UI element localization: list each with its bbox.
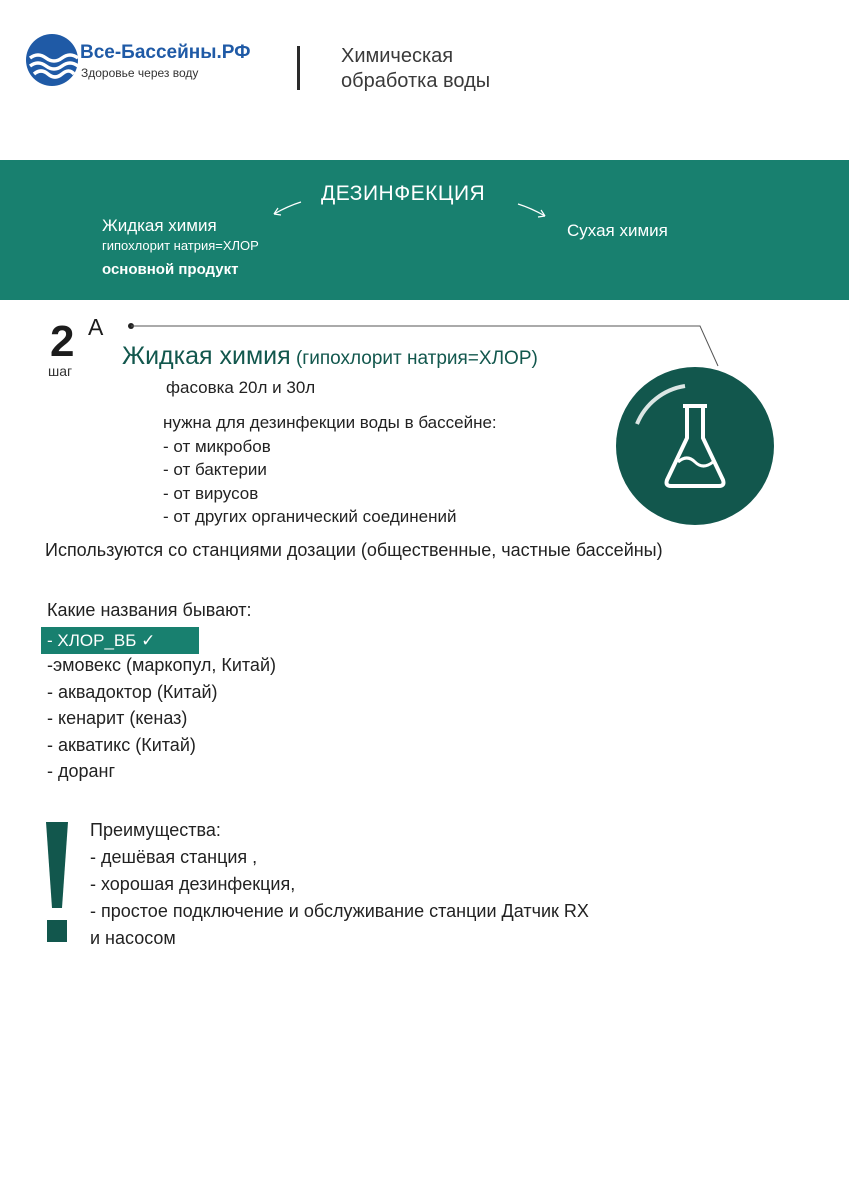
banner-dry-chem: Сухая химия [567,221,668,240]
list-item: - дешёвая станция , [90,847,258,867]
list-item: - аквадоктор (Китай) [47,681,218,702]
list-item: -эмовекс (маркопул, Китай) [47,655,276,675]
list-item: - от других органический соединений [163,507,457,526]
list-item: - кенарит (кеназ) [47,708,188,728]
header-divider [297,46,300,90]
highlighted-name: - ХЛОР_ВБ ✓ [41,627,199,654]
step-number: 2 [50,317,75,366]
section-title [122,342,538,371]
list-item: - акватикс (Китай) [47,734,196,755]
stations-note: Используются со станциями дозации (общественные, частные бассейны) [45,540,663,560]
advantages-list [90,817,589,952]
banner-liquid-chem: Жидкая химия [102,216,217,235]
step-word: шаг [48,363,73,379]
document-title-line2: обработка воды [341,70,491,92]
document-title [341,44,601,94]
list-item: - доранг [47,761,116,781]
names-heading: Какие названия бывают: [47,600,252,620]
packaging-text: фасовка 20л и 30л [166,378,316,397]
list-item: и насосом [90,928,176,948]
purpose-list [163,411,497,529]
list-item: - простое подключение и обслуживание станции Датчик RX [90,901,589,921]
logo-subtitle: Здоровье через воду [81,66,199,80]
disinfection-banner [0,160,849,300]
list-item: - от вирусов [163,483,259,503]
logo-waves-icon [24,32,80,88]
list-item: - хорошая дезинфекция, [90,874,296,894]
list-item: - от бактерии [163,460,267,479]
section-title-main: Жидкая химия [122,342,291,370]
logo-title: Все-Бассейны.РФ [80,42,251,63]
exclamation-icon [42,822,72,944]
advantages-heading: Преимущества: [90,820,221,840]
document-title-line1: Химическая [341,45,454,67]
banner-title: ДЕЗИНФЕКЦИЯ [321,182,486,205]
banner-main-product: основной продукт [102,261,239,278]
banner-liquid-chem-sub: гипохлорит натрия=ХЛОР [102,238,259,253]
names-list [47,652,276,785]
arrow-right-icon [515,200,551,222]
list-item: - от микробов [163,436,271,456]
arrow-left-icon [268,198,304,220]
step-letter: А [88,314,104,340]
flask-icon [615,366,775,526]
list-item: нужна для дезинфекции воды в бассейне: [163,413,497,432]
section-title-paren: (гипохлорит натрия=ХЛОР) [290,348,538,369]
